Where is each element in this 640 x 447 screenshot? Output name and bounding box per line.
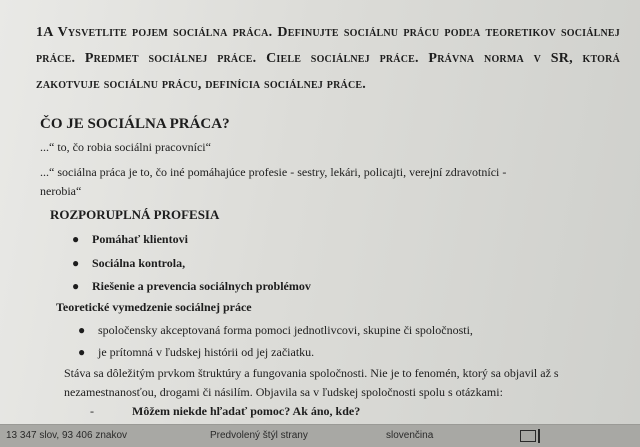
status-bar [0, 424, 640, 447]
quote-line: nerobia“ [40, 184, 82, 198]
dash-marker: - [90, 404, 94, 418]
list-item: ● Pomáhať klientovi [72, 232, 188, 246]
bullet-icon: ● [72, 256, 80, 270]
section-title: ČO JE SOCIÁLNA PRÁCA? [40, 116, 230, 132]
word-count[interactable]: 13 347 slov, 93 406 znakov [6, 430, 128, 441]
list-item: ● Sociálna kontrola, [72, 256, 186, 270]
bullet-icon: ● [72, 279, 80, 293]
page-style[interactable]: Predvolený štýl strany [210, 430, 308, 441]
language[interactable]: slovenčina [386, 430, 434, 441]
bullet-icon: ● [78, 323, 86, 337]
list-item: ● Riešenie a prevencia sociálnych problémov [72, 279, 311, 293]
view-layout-icon[interactable] [520, 430, 536, 442]
bullet-icon: ● [78, 345, 86, 359]
theory-title: Teoretické vymedzenie sociálnej práce [56, 300, 252, 314]
quote-line: ...“ to, čo robia sociálni pracovníci“ [40, 140, 211, 154]
list-item: ● spoločensky akceptovaná forma pomoci jednotlivcovi, skupine či spoločnosti, [78, 323, 473, 337]
question-heading: 1A Vysvetlite pojem sociálna práca. Definujte sociálnu prácu podľa teoretikov sociálnej práce. Predmet sociálnej práce. Ciele sociálnej práce. Právna norma v SR, ktorá zakotvuje sociálnu prácu, definícia sociálnej práce. [36, 25, 620, 92]
question-line: Môžem niekde hľadať pomoc? Ak áno, kde? [132, 404, 361, 418]
bullet-icon: ● [72, 232, 80, 246]
list-item: ● je prítomná v ľudskej histórii od jej začiatku. [78, 345, 315, 359]
quote-line: ...“ sociálna práca je to, čo iné pomáhajúce profesie - sestry, lekári, policajti, verejní zdravotníci - [40, 165, 507, 179]
paragraph-line: nezamestnanosťou, drogami či násilím. Objavila sa v ľudskej spoločnosti spolu s otázkami: [64, 385, 503, 399]
paragraph-line: Stáva sa dôležitým prvkom štruktúry a fungovania spoločnosti. Nie je to fenomén, ktorý sa objavil až s [64, 366, 559, 380]
profession-title: ROZPORUPLNÁ PROFESIA [50, 207, 220, 222]
cursor-icon [538, 429, 540, 443]
